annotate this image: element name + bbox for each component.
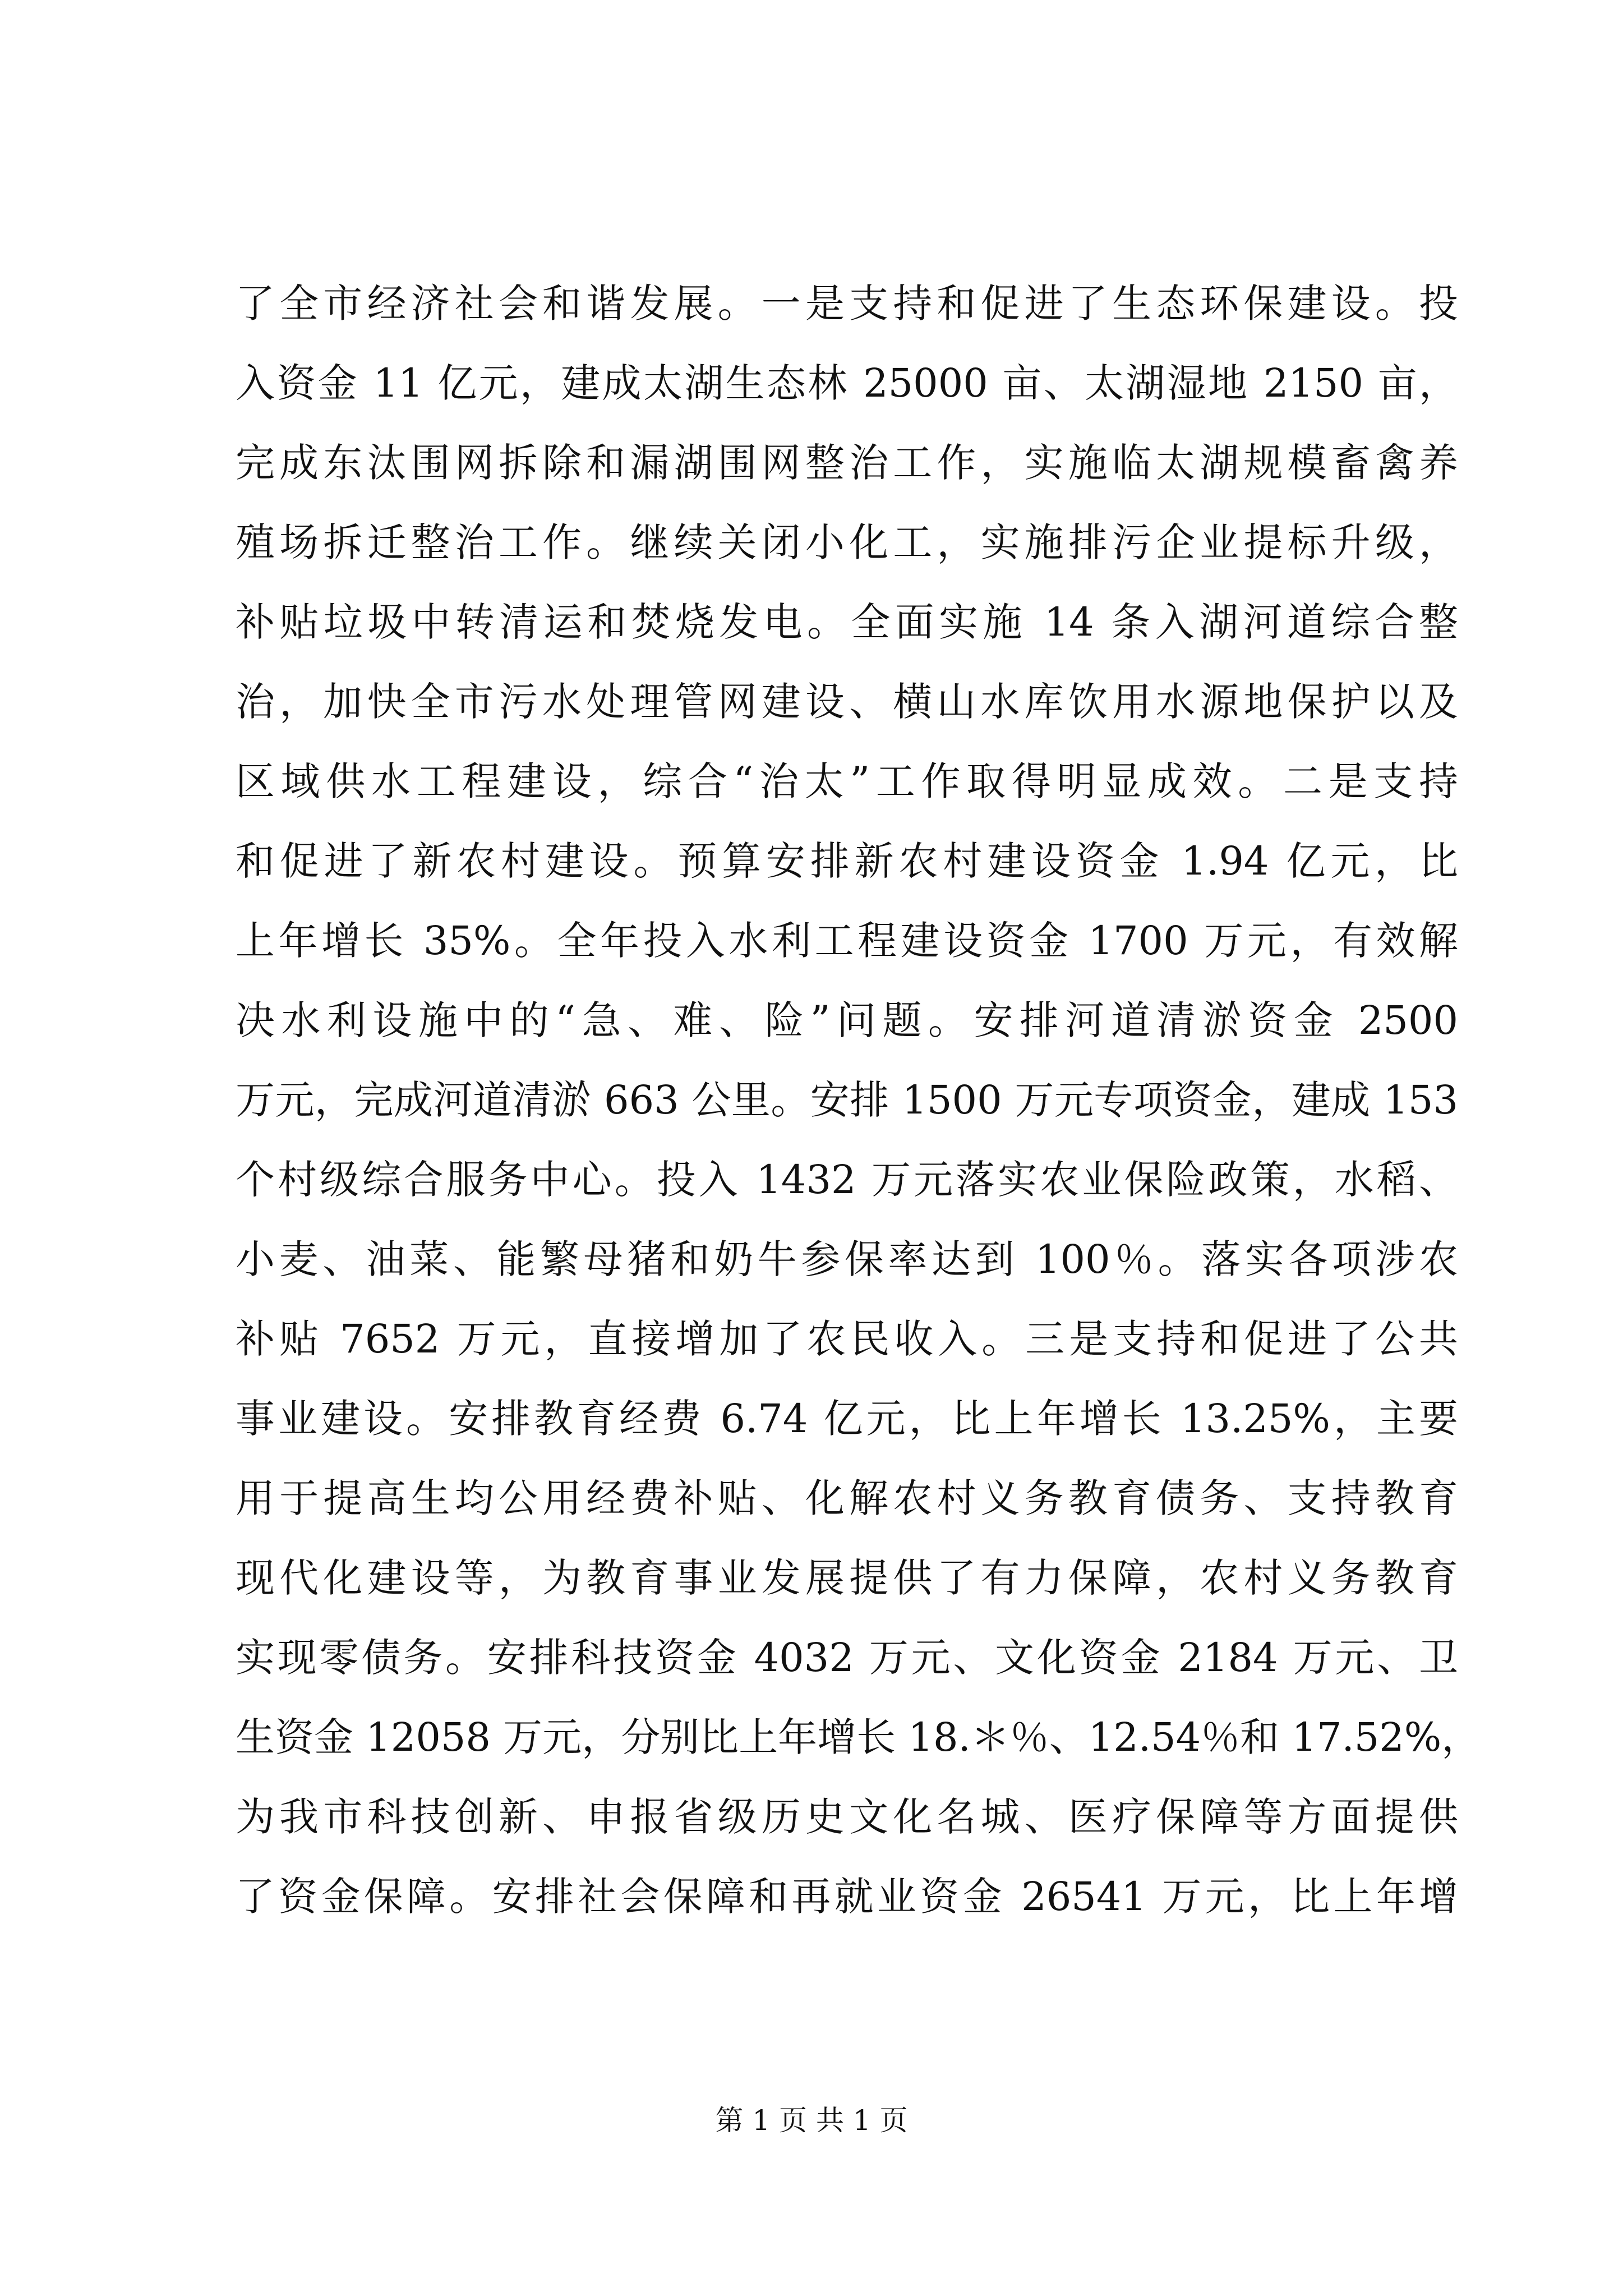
text-line-10: 决水利设施中的“急、难、险”问题。安排河道清淤资金 2500 [236, 997, 1458, 1043]
page-footer: 第 1 页 共 1 页 [715, 2104, 908, 2137]
text-line-1: 了全市经济社会和谐发展。一是支持和促进了生态环保建设。投 [236, 280, 1458, 326]
body-text [236, 264, 1481, 1936]
text-line-9: 上年增长 35%。全年投入水利工程建设资金 1700 万元，有效解 [236, 918, 1458, 964]
text-line-2: 入资金 11 亿元，建成太湖生态林 25000 亩、太湖湿地 2150 亩， [236, 360, 1458, 406]
text-line-21: 了资金保障。安排社会保障和再就业资金 26541 万元，比上年增 [236, 1874, 1458, 1920]
text-line-5: 补贴垃圾中转清运和焚烧发电。全面实施 14 条入湖河道综合整 [236, 599, 1458, 645]
text-line-20: 为我市科技创新、申报省级历史文化名城、医疗保障等方面提供 [236, 1794, 1458, 1840]
text-line-11: 万元，完成河道清淤 663 公里。安排 1500 万元专项资金，建成 153 [236, 1077, 1458, 1123]
text-line-18: 实现零债务。安排科技资金 4032 万元、文化资金 2184 万元、卫 [236, 1635, 1458, 1681]
text-line-6: 治，加快全市污水处理管网建设、横山水库饮用水源地保护以及 [236, 679, 1458, 725]
text-line-7: 区域供水工程建设，综合“治太”工作取得明显成效。二是支持 [236, 758, 1458, 804]
text-line-13: 小麦、油菜、能繁母猪和奶牛参保率达到 100％。落实各项涉农 [236, 1236, 1458, 1282]
text-line-16: 用于提高生均公用经费补贴、化解农村义务教育债务、支持教育 [236, 1475, 1458, 1521]
text-line-15: 事业建设。安排教育经费 6.74 亿元，比上年增长 13.25%，主要 [236, 1396, 1458, 1442]
text-line-8: 和促进了新农村建设。预算安排新农村建设资金 1.94 亿元，比 [236, 838, 1458, 884]
text-line-17: 现代化建设等，为教育事业发展提供了有力保障，农村义务教育 [236, 1555, 1458, 1601]
text-line-19: 生资金 12058 万元，分别比上年增长 18.＊％、12.54％和 17.52%， [236, 1714, 1481, 1760]
text-line-12: 个村级综合服务中心。投入 1432 万元落实农业保险政策，水稻、 [236, 1157, 1458, 1203]
text-line-3: 完成东汰围网拆除和漏湖围网整治工作，实施临太湖规模畜禽养 [236, 440, 1458, 486]
text-line-14: 补贴 7652 万元，直接增加了农民收入。三是支持和促进了公共 [236, 1316, 1458, 1362]
text-line-4: 殖场拆迁整治工作。继续关闭小化工，实施排污企业提标升级， [236, 519, 1458, 565]
